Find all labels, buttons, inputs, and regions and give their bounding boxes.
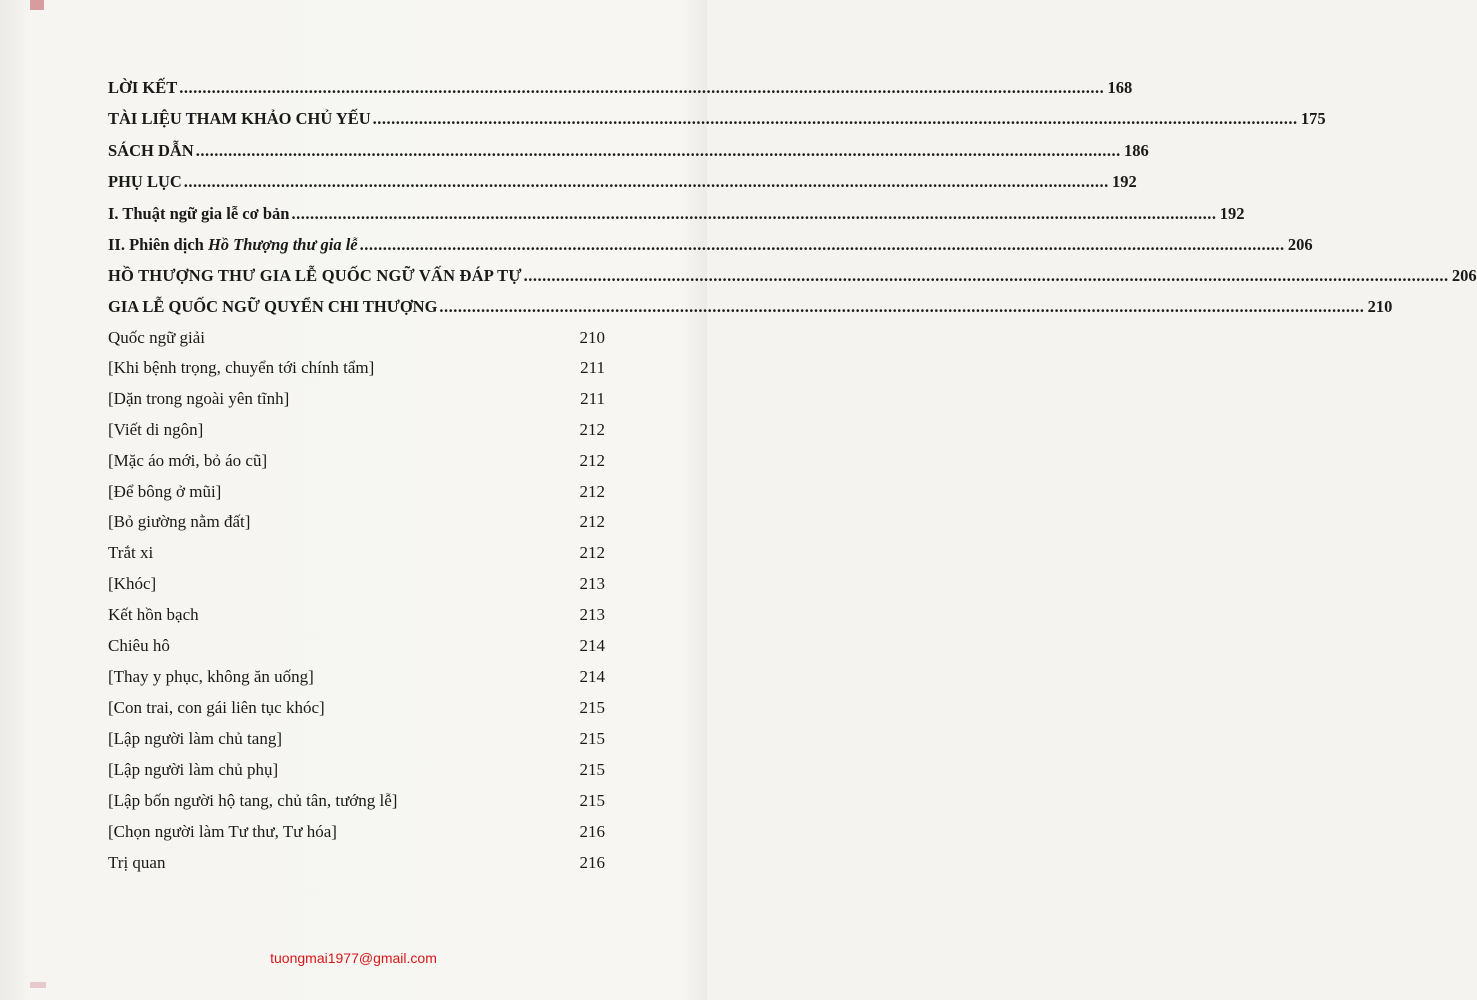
toc-entry-title: [Con trai, con gái liên tục khóc] (108, 698, 325, 717)
toc-entry (108, 539, 605, 563)
toc-entry-page: 212 (579, 451, 605, 470)
toc-entry-page: 212 (579, 543, 605, 562)
toc-entry (108, 849, 605, 873)
toc-entry-title: [Để bông ở mũi] (108, 482, 222, 501)
page-bottom-mark (30, 982, 46, 988)
toc-entry (108, 447, 605, 471)
toc-entry-title: [Lập bốn người hộ tang, chủ tân, tướng lễ] (108, 791, 398, 810)
toc-leader-dots: ........................................................................................................................................................................................................ (372, 109, 1298, 128)
toc-entry-page: 214 (579, 636, 605, 655)
toc-entry-page: 213 (579, 605, 605, 624)
toc-entry-title: Kết hồn bạch (108, 605, 199, 624)
toc-leader-dots: ........................................................................................................................................................................................................ (183, 172, 1109, 191)
toc-entry (108, 756, 605, 780)
toc-entry (108, 787, 605, 811)
toc-entry (108, 508, 605, 532)
toc-entry-title: Chiêu hô (108, 636, 170, 655)
toc-entry-title: Quốc ngữ giải (108, 328, 206, 347)
toc-entry (108, 137, 1149, 161)
toc-entry-title: [Thay y phục, không ăn uống] (108, 667, 314, 686)
toc-entry-page: 168 (1107, 78, 1133, 97)
toc-entry-title: [Dặn trong ngoài yên tĩnh] (108, 389, 290, 408)
toc-entry-page: 211 (580, 389, 605, 408)
toc-entry-title: PHỤ LỤC (108, 172, 182, 191)
toc-entry (108, 694, 605, 718)
toc-entry-title-italic: Hồ Thượng thư gia lễ (207, 235, 358, 254)
toc-entry (108, 105, 1326, 129)
toc-entry-page: 216 (579, 822, 605, 841)
toc-entry (108, 200, 1245, 224)
toc-entry-page: 215 (579, 791, 605, 810)
toc-entry-title: [Chọn người làm Tư thư, Tư hóa] (108, 822, 337, 841)
toc-entry-page: 215 (579, 760, 605, 779)
toc-entry-title: [Viết di ngôn] (108, 420, 204, 439)
toc-leader-dots: ........................................................................................................................................................................................................ (359, 235, 1285, 254)
toc-entry (108, 231, 1313, 255)
toc-entry (108, 74, 1133, 98)
toc-entry-page: 213 (579, 574, 605, 593)
toc-entry-title: [Mặc áo mới, bỏ áo cũ] (108, 451, 268, 470)
toc-entry-title: GIA LỄ QUỐC NGỮ QUYỂN CHI THƯỢNG (108, 297, 438, 316)
toc-entry-page: 210 (1367, 297, 1393, 316)
toc-entry (108, 601, 605, 625)
toc-entry-page: 215 (579, 698, 605, 717)
toc-entry (108, 354, 605, 378)
toc-entry (108, 632, 605, 656)
toc-entry-page: 216 (579, 853, 605, 872)
toc-entry (108, 416, 605, 440)
toc-entry-page: 206 (1451, 266, 1477, 285)
toc-entry (108, 262, 1477, 286)
toc-entry-title: [Khi bệnh trọng, chuyển tới chính tẩm] (108, 358, 375, 377)
toc-entry-title: Trị quan (108, 853, 166, 872)
toc-entry (108, 385, 605, 409)
toc-entry-title: Trắt xi (108, 543, 154, 562)
toc-leader-dots: ........................................................................................................................................................................................................ (523, 266, 1449, 285)
toc-entry-page: 214 (579, 667, 605, 686)
toc-leader-dots: ........................................................................................................................................................................................................ (291, 204, 1217, 223)
toc-entry-page: 215 (579, 729, 605, 748)
toc-entry (108, 293, 1393, 317)
toc-entry (108, 570, 605, 594)
toc-entry (108, 324, 605, 348)
toc-entry-page: 186 (1123, 141, 1149, 160)
toc-entry-page: 212 (579, 512, 605, 531)
toc-entry-page: 211 (580, 358, 605, 377)
toc-entry-title: HỒ THƯỢNG THƯ GIA LỄ QUỐC NGỮ VẤN ĐÁP TỰ (108, 266, 522, 285)
toc-entry-title: I. Thuật ngữ gia lễ cơ bản (108, 204, 290, 223)
toc-leader-dots: ........................................................................................................................................................................................................ (439, 297, 1365, 316)
toc-entry-title: [Khóc] (108, 574, 157, 593)
toc-entry (108, 725, 605, 749)
toc-entry-title: SÁCH DẪN (108, 141, 194, 160)
toc-entry-page: 192 (1112, 172, 1137, 191)
toc-entry-page: 212 (579, 482, 605, 501)
toc-entry-title: [Bỏ giường nằm đất] (108, 512, 251, 531)
footer-email: tuongmai1977@gmail.com (270, 950, 437, 966)
toc-entry-page: 175 (1300, 109, 1326, 128)
toc-entry-page: 212 (579, 420, 605, 439)
toc-entry (108, 168, 1137, 192)
toc-leader-dots: ........................................................................................................................................................................................................ (195, 141, 1121, 160)
toc-entry-page: 206 (1287, 235, 1313, 254)
toc-entry-title: [Lập người làm chủ phụ] (108, 760, 279, 779)
toc-entry-title (108, 235, 358, 255)
toc-entry-title: LỜI KẾT (108, 78, 178, 97)
toc-entry (108, 818, 605, 842)
toc-entry (108, 478, 605, 502)
toc-entry-title: TÀI LIỆU THAM KHẢO CHỦ YẾU (108, 109, 371, 128)
toc-entry-title: [Lập người làm chủ tang] (108, 729, 282, 748)
toc-leader-dots: ........................................................................................................................................................................................................ (179, 78, 1105, 97)
toc-entry (108, 663, 605, 687)
toc-entry-page: 210 (579, 328, 605, 347)
toc-entry-page: 192 (1219, 204, 1245, 223)
toc-entry-title-prefix: II. Phiên dịch (108, 235, 208, 254)
